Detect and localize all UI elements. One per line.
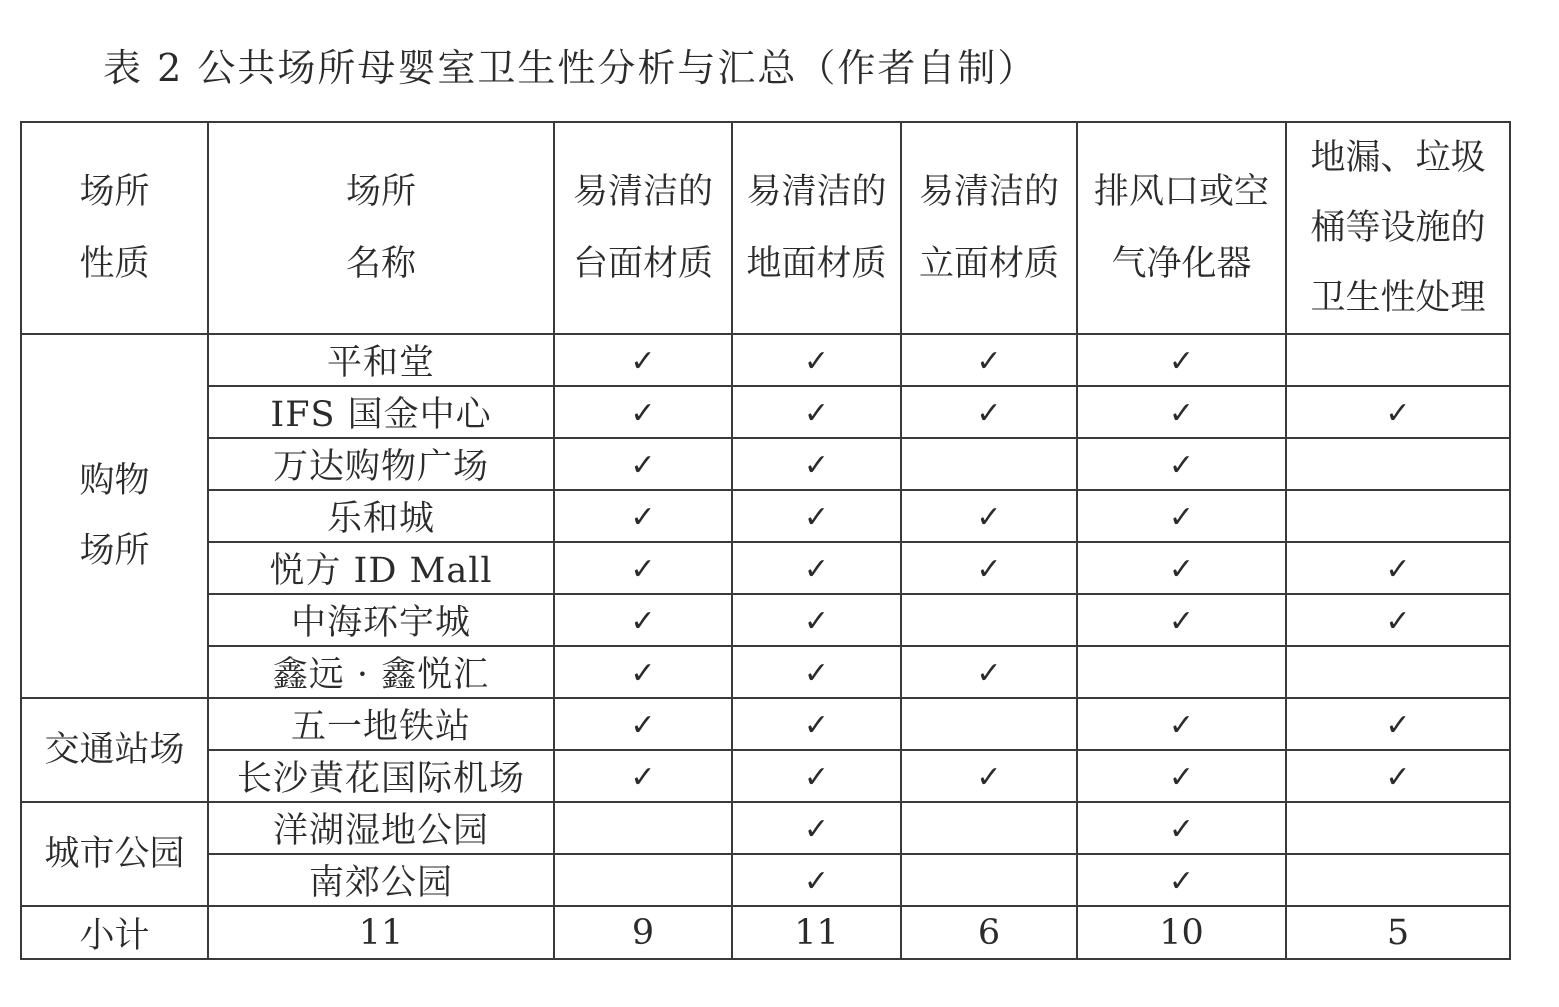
criterion-cell — [1077, 490, 1286, 542]
criterion-cell — [1286, 646, 1510, 698]
criterion-cell — [554, 542, 732, 594]
header-line: 台面材质 — [572, 244, 713, 284]
header-site-name — [208, 122, 554, 334]
check-mark-icon: ✓ — [803, 344, 830, 379]
criterion-cell — [732, 750, 901, 802]
table-row — [21, 542, 1510, 594]
check-mark-icon: ✓ — [803, 604, 830, 639]
check-mark-icon: ✓ — [1168, 864, 1195, 899]
header-line: 易清洁的 — [746, 172, 887, 212]
subtotal-value: 9 — [554, 906, 732, 959]
criterion-cell — [1286, 698, 1510, 750]
header-line: 名称 — [345, 244, 416, 284]
criterion-cell — [554, 750, 732, 802]
table-row — [21, 490, 1510, 542]
header-floor-material — [732, 122, 901, 334]
criterion-cell — [1286, 594, 1510, 646]
venue-name: 中海环宇城 — [208, 594, 554, 646]
criterion-cell — [901, 490, 1077, 542]
criterion-cell — [554, 490, 732, 542]
criterion-cell — [732, 334, 901, 386]
check-mark-icon: ✓ — [1168, 552, 1195, 587]
check-mark-icon: ✓ — [976, 344, 1002, 379]
criterion-cell — [732, 386, 901, 438]
criterion-cell — [554, 594, 732, 646]
check-mark-icon: ✓ — [1168, 708, 1195, 743]
criterion-cell — [901, 438, 1077, 490]
header-site-type — [21, 122, 208, 334]
criterion-cell — [554, 854, 732, 906]
criterion-cell — [1286, 490, 1510, 542]
check-mark-icon: ✓ — [1168, 812, 1195, 847]
criterion-cell — [1077, 594, 1286, 646]
check-mark-icon: ✓ — [803, 864, 830, 899]
criterion-cell — [901, 802, 1077, 854]
venue-name: 乐和城 — [208, 490, 554, 542]
table-row — [21, 646, 1510, 698]
check-mark-icon: ✓ — [1385, 708, 1411, 743]
check-mark-icon: ✓ — [630, 604, 656, 639]
check-mark-icon: ✓ — [976, 500, 1002, 535]
check-mark-icon: ✓ — [1385, 552, 1411, 587]
category-label-line: 城市公园 — [44, 834, 185, 874]
table-row — [21, 750, 1510, 802]
category-shopping — [21, 334, 208, 698]
check-mark-icon: ✓ — [803, 448, 830, 483]
check-mark-icon: ✓ — [630, 344, 656, 379]
criterion-cell — [732, 854, 901, 906]
subtotal-row — [21, 906, 1510, 959]
subtotal-venue-count: 11 — [208, 906, 554, 959]
check-mark-icon: ✓ — [1385, 760, 1411, 795]
criterion-cell — [901, 542, 1077, 594]
table-row — [21, 438, 1510, 490]
criterion-cell — [1286, 750, 1510, 802]
criterion-cell — [1286, 542, 1510, 594]
check-mark-icon: ✓ — [630, 656, 656, 691]
subtotal-value: 11 — [732, 906, 901, 959]
header-sanitation-facilities — [1286, 122, 1510, 334]
check-mark-icon: ✓ — [1385, 396, 1411, 431]
criterion-cell — [732, 438, 901, 490]
criterion-cell — [901, 698, 1077, 750]
criterion-cell — [1077, 542, 1286, 594]
subtotal-value: 5 — [1286, 906, 1510, 959]
check-mark-icon: ✓ — [803, 500, 830, 535]
subtotal-label: 小计 — [21, 906, 208, 959]
criterion-cell — [1286, 802, 1510, 854]
criterion-cell — [554, 698, 732, 750]
criterion-cell — [554, 334, 732, 386]
check-mark-icon: ✓ — [803, 552, 830, 587]
header-line: 性质 — [79, 244, 150, 284]
table-row — [21, 802, 1510, 854]
table-row — [21, 698, 1510, 750]
check-mark-icon: ✓ — [803, 396, 830, 431]
criterion-cell — [1286, 386, 1510, 438]
header-wall-material — [901, 122, 1077, 334]
criterion-cell — [1286, 438, 1510, 490]
criterion-cell — [732, 490, 901, 542]
subtotal-value: 6 — [901, 906, 1077, 959]
criterion-cell — [1077, 438, 1286, 490]
venue-name: IFS 国金中心 — [208, 386, 554, 438]
criterion-cell — [732, 542, 901, 594]
check-mark-icon: ✓ — [1168, 500, 1195, 535]
check-mark-icon: ✓ — [976, 656, 1002, 691]
criterion-cell — [732, 802, 901, 854]
header-counter-material — [554, 122, 732, 334]
check-mark-icon: ✓ — [1168, 396, 1195, 431]
table-row — [21, 334, 1510, 386]
check-mark-icon: ✓ — [1168, 760, 1195, 795]
check-mark-icon: ✓ — [803, 708, 830, 743]
venue-name: 鑫远 · 鑫悦汇 — [208, 646, 554, 698]
criterion-cell — [554, 386, 732, 438]
criterion-cell — [1286, 854, 1510, 906]
venue-name: 洋湖湿地公园 — [208, 802, 554, 854]
venue-name: 南郊公园 — [208, 854, 554, 906]
category-label-line: 购物 — [79, 461, 150, 501]
table-row — [21, 854, 1510, 906]
header-line: 地漏、垃圾 — [1310, 138, 1486, 178]
check-mark-icon: ✓ — [630, 552, 656, 587]
check-mark-icon: ✓ — [1168, 448, 1195, 483]
criterion-cell — [1077, 854, 1286, 906]
check-mark-icon: ✓ — [630, 760, 656, 795]
table-row — [21, 594, 1510, 646]
check-mark-icon: ✓ — [1168, 604, 1195, 639]
criterion-cell — [1077, 802, 1286, 854]
criterion-cell — [554, 646, 732, 698]
check-mark-icon: ✓ — [630, 448, 656, 483]
venue-name: 万达购物广场 — [208, 438, 554, 490]
check-mark-icon: ✓ — [976, 396, 1002, 431]
check-mark-icon: ✓ — [976, 552, 1002, 587]
header-line: 桶等设施的 — [1310, 208, 1486, 248]
criterion-cell — [1077, 646, 1286, 698]
hygiene-summary-table — [20, 121, 1511, 960]
criterion-cell — [901, 386, 1077, 438]
header-line: 排风口或空 — [1093, 172, 1269, 212]
criterion-cell — [554, 802, 732, 854]
header-line: 立面材质 — [918, 244, 1059, 284]
criterion-cell — [901, 646, 1077, 698]
header-line: 易清洁的 — [572, 172, 713, 212]
criterion-cell — [1286, 334, 1510, 386]
criterion-cell — [732, 594, 901, 646]
check-mark-icon: ✓ — [630, 500, 656, 535]
header-ventilation — [1077, 122, 1286, 334]
criterion-cell — [901, 334, 1077, 386]
criterion-cell — [1077, 334, 1286, 386]
header-line: 场所 — [345, 172, 416, 212]
table-caption: 表 2 公共场所母婴室卫生性分析与汇总（作者自制） — [103, 46, 1038, 90]
venue-name: 长沙黄花国际机场 — [208, 750, 554, 802]
header-row — [21, 122, 1510, 334]
check-mark-icon: ✓ — [976, 760, 1002, 795]
criterion-cell — [732, 698, 901, 750]
criterion-cell — [1077, 750, 1286, 802]
check-mark-icon: ✓ — [630, 396, 656, 431]
header-line: 卫生性处理 — [1310, 278, 1486, 318]
table-row — [21, 386, 1510, 438]
venue-name: 平和堂 — [208, 334, 554, 386]
category-label-line: 交通站场 — [44, 730, 185, 770]
criterion-cell — [1077, 386, 1286, 438]
criterion-cell — [901, 854, 1077, 906]
check-mark-icon: ✓ — [1168, 344, 1195, 379]
criterion-cell — [901, 750, 1077, 802]
check-mark-icon: ✓ — [803, 812, 830, 847]
header-line: 地面材质 — [746, 244, 887, 284]
criterion-cell — [901, 594, 1077, 646]
venue-name: 五一地铁站 — [208, 698, 554, 750]
header-line: 易清洁的 — [918, 172, 1059, 212]
check-mark-icon: ✓ — [1385, 604, 1411, 639]
subtotal-value: 10 — [1077, 906, 1286, 959]
criterion-cell — [732, 646, 901, 698]
check-mark-icon: ✓ — [630, 708, 656, 743]
check-mark-icon: ✓ — [803, 656, 830, 691]
category-park — [21, 802, 208, 906]
category-transport — [21, 698, 208, 802]
header-line: 场所 — [79, 172, 150, 212]
criterion-cell — [554, 438, 732, 490]
category-label-line: 场所 — [79, 531, 150, 571]
header-line: 气净化器 — [1111, 244, 1252, 284]
check-mark-icon: ✓ — [803, 760, 830, 795]
venue-name: 悦方 ID Mall — [208, 542, 554, 594]
criterion-cell — [1077, 698, 1286, 750]
